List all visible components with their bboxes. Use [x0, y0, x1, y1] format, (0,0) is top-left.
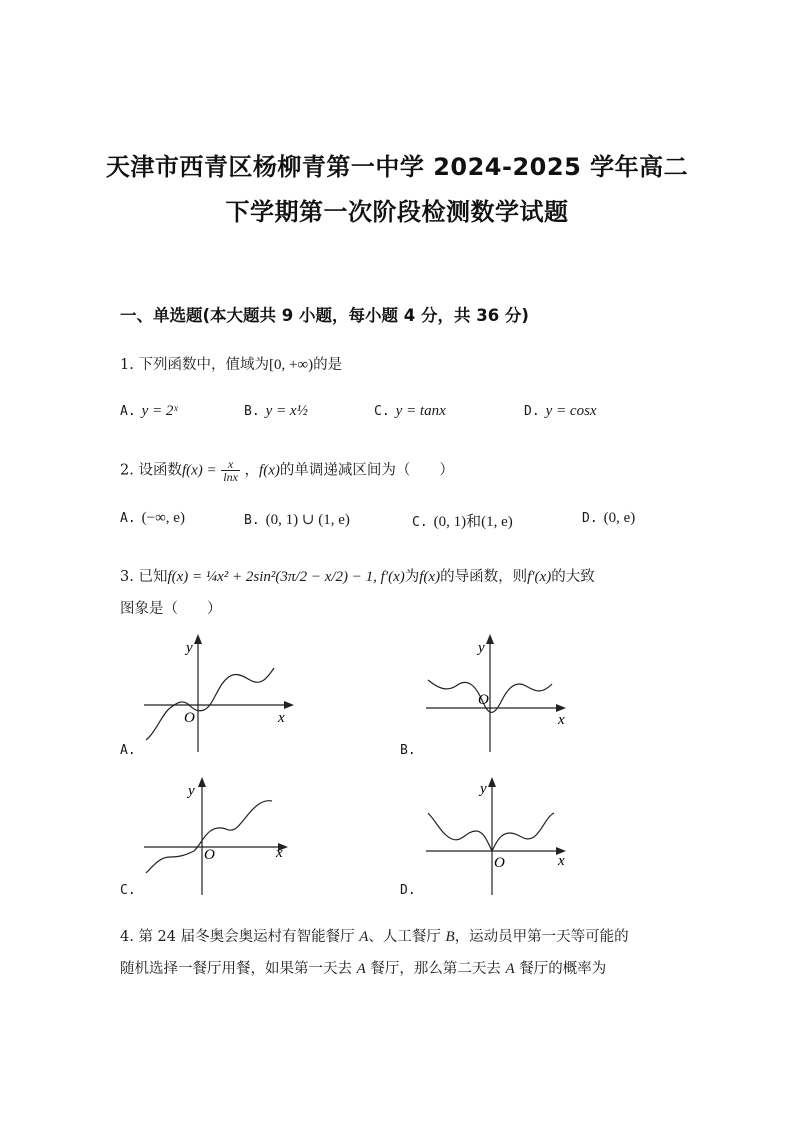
x-axis-label: x: [278, 710, 285, 726]
question-1-option-c[interactable]: C. y = tanx: [374, 403, 446, 419]
x-axis-label: x: [276, 845, 283, 861]
graph-option-c: [140, 775, 300, 900]
question-4-stem-line-2: 随机选择一餐厅用餐，如果第一天去 A 餐厅，那么第二天去 A 餐厅的概率为: [120, 961, 607, 977]
question-4-stem: 4. 第 24 届冬奥会奥运村有智能餐厅 A、人工餐厅 B，运动员甲第一天等可能的: [120, 929, 629, 945]
question-2-option-a[interactable]: A. (−∞, e): [120, 510, 185, 526]
origin-label: O: [478, 692, 489, 708]
section-heading: 一、单选题(本大题共 9 小题，每小题 4 分，共 36 分): [120, 306, 529, 325]
question-3-stem: 3. 已知f(x) = ¼x² + 2sin²(3π/2 − x/2) − 1, f′(x)为f(x)的导函数，则f′(x)的大致: [120, 569, 595, 585]
x-axis-label: x: [558, 853, 565, 869]
origin-label: O: [204, 847, 215, 863]
question-2-stem: 2. 设函数f(x) = $\frac{x}{\ln x}$ ，f(x)的单调递减区间为（ ）: [120, 457, 454, 484]
question-1-option-a[interactable]: A. y = 2ˣ: [120, 403, 178, 419]
y-axis-label: y: [188, 783, 195, 799]
question-2-option-d[interactable]: D. (0, e): [582, 510, 636, 526]
question-1-option-d[interactable]: D. y = cosx: [524, 403, 597, 419]
question-2-option-b[interactable]: B. (0, 1) ∪ (1, e): [244, 512, 350, 528]
y-axis-label: y: [186, 640, 193, 656]
origin-label: O: [494, 855, 505, 871]
exam-title-line-2: 下学期第一次阶段检测数学试题: [225, 198, 569, 226]
question-1-stem: 1. 下列函数中，值域为[0, +∞)的是: [120, 357, 343, 373]
origin-label: O: [184, 710, 195, 726]
question-3-stem-line-2: 图象是（ ）: [120, 601, 222, 617]
graph-d-label[interactable]: D.: [400, 883, 416, 898]
graph-option-b: [422, 632, 582, 757]
question-2-option-c[interactable]: C. (0, 1)和(1, e): [412, 514, 513, 530]
x-axis-label: x: [558, 712, 565, 728]
function-definition: f(x) = ¼x² + 2sin²(3π/2 − x/2) − 1, f′(x): [167, 569, 405, 585]
fraction-x-over-lnx: $\frac{x}{\ln x}$: [223, 457, 238, 484]
graph-a-label[interactable]: A.: [120, 743, 136, 758]
y-axis-label: y: [480, 781, 487, 797]
graph-option-a: [140, 632, 300, 757]
graph-option-d: [422, 775, 582, 900]
graph-c-label[interactable]: C.: [120, 883, 136, 898]
exam-title-line-1: 天津市西青区杨柳青第一中学 2024-2025 学年高二: [105, 153, 689, 181]
y-axis-label: y: [478, 640, 485, 656]
range-interval: [0, +∞): [268, 357, 314, 373]
question-1-option-b[interactable]: B. y = x½: [244, 403, 308, 419]
graph-b-label[interactable]: B.: [400, 743, 416, 758]
